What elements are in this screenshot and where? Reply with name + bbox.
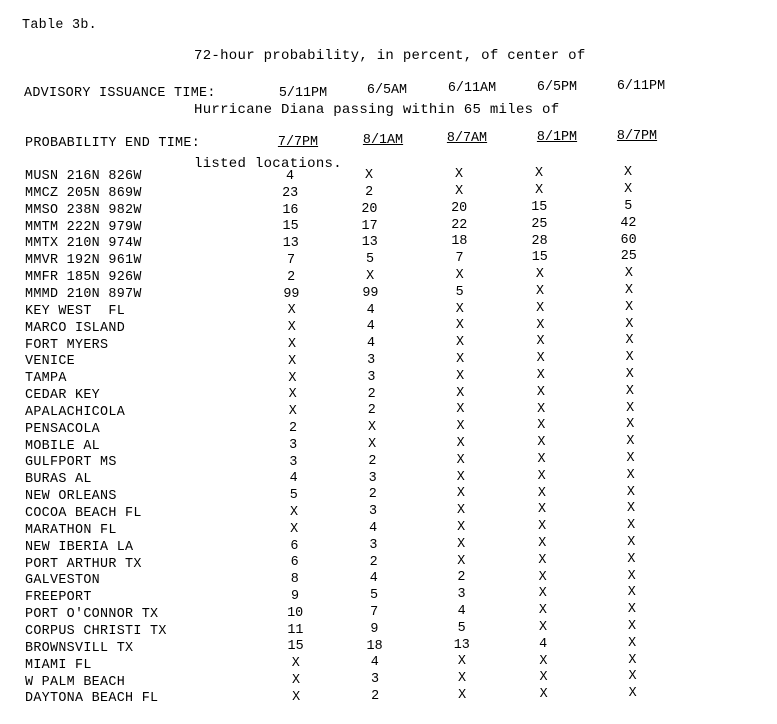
location-label: MMSO 238N 982W: [25, 202, 142, 218]
probability-cell: 2: [369, 554, 378, 570]
table-caption: Table 3b.: [22, 18, 98, 33]
probability-cell: X: [292, 689, 301, 705]
probability-cell: X: [457, 654, 466, 670]
probability-cell: X: [291, 656, 300, 672]
probability-cell: X: [539, 619, 548, 635]
advisory-time: 6/11PM: [616, 79, 666, 94]
probability-cell: X: [288, 370, 297, 386]
probability-cell: X: [287, 303, 296, 319]
title-line: 72-hour probability, in percent, of center of: [194, 48, 586, 64]
location-label: FORT MYERS: [25, 337, 109, 353]
probability-cell: X: [536, 334, 545, 350]
probability-cell: X: [456, 368, 465, 384]
probability-cell: 22: [451, 217, 468, 233]
probability-cell: X: [535, 183, 544, 199]
probability-cell: 4: [539, 636, 548, 652]
probability-cell: 3: [367, 369, 376, 385]
location-label: CORPUS CHRISTI TX: [25, 623, 167, 639]
probability-cell: 3: [368, 470, 377, 486]
probability-cell: 5: [369, 588, 379, 604]
probability-cell: 17: [361, 218, 378, 234]
probability-end-time: 8/1AM: [362, 133, 404, 148]
probability-cell: X: [624, 266, 633, 282]
probability-cell: X: [627, 602, 636, 618]
probability-cell: 2: [371, 688, 380, 704]
probability-cell: X: [628, 619, 637, 634]
probability-cell: 3: [367, 352, 376, 368]
probability-cell: X: [456, 385, 465, 401]
location-label: APALACHICOLA: [25, 404, 126, 420]
probability-cell: X: [625, 383, 634, 399]
probability-cell: X: [537, 435, 546, 451]
advisory-time: 6/5AM: [366, 83, 408, 98]
probability-cell: X: [534, 166, 544, 182]
probability-cell: X: [624, 182, 633, 198]
probability-cell: 4: [366, 336, 376, 352]
probability-cell: 11: [287, 622, 304, 638]
probability-cell: X: [455, 318, 464, 334]
probability-cell: 3: [370, 672, 380, 688]
probability-cell: X: [538, 603, 547, 619]
location-label: KEY WEST FL: [25, 303, 126, 319]
probability-cell: 4: [366, 319, 375, 335]
probability-cell: X: [625, 316, 634, 332]
location-label: NEW ORLEANS: [25, 489, 117, 505]
probability-cell: 2: [288, 421, 298, 436]
probability-end-time: 8/7PM: [616, 129, 658, 144]
probability-cell: X: [627, 535, 636, 550]
probability-cell: X: [455, 335, 465, 351]
location-label: MUSN 216N 826W: [25, 169, 142, 184]
probability-cell: 13: [361, 235, 378, 251]
probability-cell: 23: [282, 185, 299, 201]
probability-cell: 60: [620, 232, 637, 248]
probability-cell: X: [537, 451, 546, 467]
probability-cell: X: [455, 301, 464, 317]
location-label: MMFR 185N 926W: [25, 270, 142, 286]
probability-cell: X: [536, 300, 545, 316]
location-label: TAMPA: [25, 371, 67, 387]
location-label: DAYTONA BEACH FL: [25, 691, 159, 707]
probability-cell: 4: [369, 520, 378, 536]
probability-cell: X: [368, 436, 377, 452]
probability-cell: 7: [455, 251, 464, 267]
probability-cell: X: [456, 452, 465, 468]
probability-cell: 5: [624, 199, 633, 214]
probability-end-time: 8/1PM: [536, 130, 578, 145]
probability-cell: X: [628, 686, 637, 702]
probability-cell: 42: [620, 215, 637, 231]
probability-end-time: 7/7PM: [277, 135, 319, 150]
probability-cell: X: [539, 653, 548, 669]
probability-cell: X: [535, 267, 544, 283]
probability-cell: 3: [289, 437, 298, 453]
probability-cell: X: [628, 669, 637, 685]
probability-cell: 15: [282, 219, 299, 235]
probability-cell: X: [625, 299, 634, 315]
location-label: MMVR 192N 961W: [25, 253, 142, 269]
probability-cell: X: [537, 401, 546, 417]
probability-cell: X: [538, 552, 547, 568]
probability-cell: X: [455, 268, 464, 283]
probability-cell: 18: [451, 234, 468, 250]
location-label: GALVESTON: [25, 573, 101, 589]
location-label: MMCZ 205N 869W: [25, 185, 142, 201]
probability-cell: X: [536, 317, 545, 333]
probability-cell: 5: [289, 488, 298, 504]
probability-cell: 7: [370, 604, 379, 620]
probability-cell: X: [626, 467, 635, 483]
probability-cell: 99: [362, 285, 379, 301]
location-label: PENSACOLA: [25, 421, 101, 437]
probability-cell: 25: [531, 216, 548, 232]
probability-cell: 3: [368, 504, 378, 520]
probability-cell: 15: [531, 199, 548, 215]
probability-cell: X: [537, 502, 547, 518]
probability-cell: X: [287, 320, 296, 336]
probability-cell: X: [536, 283, 545, 299]
advisory-time: 5/11PM: [278, 86, 328, 101]
probability-cell: 16: [282, 202, 299, 218]
probability-cell: X: [454, 167, 464, 183]
location-label: MARCO ISLAND: [25, 320, 126, 336]
probability-cell: X: [627, 518, 636, 534]
probability-cell: X: [626, 501, 636, 517]
probability-cell: X: [626, 451, 635, 466]
probability-cell: 13: [282, 236, 299, 252]
location-label: MMTX 210N 974W: [25, 236, 142, 252]
probability-cell: 13: [453, 637, 470, 653]
location-label: FREEPORT: [25, 590, 92, 606]
location-label: BROWNSVILL TX: [25, 640, 134, 656]
probability-cell: 2: [368, 453, 377, 469]
location-label: COCOA BEACH FL: [25, 506, 142, 521]
probability-cell: X: [457, 520, 466, 535]
location-label: VENICE: [25, 354, 76, 370]
probability-cell: X: [291, 673, 301, 688]
probability-cell: 2: [367, 386, 376, 402]
location-label: BURAS AL: [25, 472, 92, 488]
location-label: PORT ARTHUR TX: [25, 556, 142, 572]
probability-cell: X: [456, 419, 465, 435]
probability-cell: X: [625, 367, 634, 382]
advisory-time: 6/11AM: [447, 81, 497, 96]
probability-cell: X: [627, 551, 636, 567]
location-label: W PALM BEACH: [25, 674, 126, 690]
probability-cell: 20: [451, 200, 468, 216]
probability-cell: X: [539, 670, 548, 686]
probability-cell: X: [456, 436, 465, 451]
probability-cell: X: [625, 283, 634, 298]
probability-cell: 99: [283, 286, 300, 302]
probability-end-time: 8/7AM: [446, 131, 488, 146]
advisory-time: 6/5PM: [536, 80, 578, 95]
probability-cell: X: [628, 635, 637, 651]
probability-cell: X: [627, 568, 636, 584]
probability-cell: X: [538, 586, 547, 602]
probability-cell: 3: [369, 537, 378, 553]
probability-cell: X: [455, 184, 464, 199]
probability-cell: 25: [620, 249, 637, 265]
probability-cell: X: [288, 404, 297, 420]
probability-cell: X: [626, 484, 635, 500]
location-label: MOBILE AL: [25, 438, 101, 454]
location-label: CEDAR KEY: [25, 388, 101, 404]
probability-cell: 3: [289, 454, 298, 470]
probability-cell: 18: [366, 638, 383, 654]
probability-cell: X: [456, 469, 465, 485]
probability-cell: X: [287, 337, 297, 352]
probability-cell: 6: [290, 538, 299, 554]
probability-cell: 4: [366, 302, 375, 318]
advisory-issuance-label: ADVISORY ISSUANCE TIME:: [24, 86, 216, 101]
location-label: MMTM 222N 979W: [25, 219, 142, 235]
probability-cell: 5: [455, 284, 464, 300]
probability-cell: 2: [365, 184, 374, 200]
probability-cell: 15: [531, 250, 548, 266]
probability-cell: 4: [285, 169, 295, 184]
probability-cell: 2: [287, 269, 296, 285]
location-label: MIAMI FL: [25, 657, 92, 673]
location-label: GULFPORT MS: [25, 455, 117, 471]
probability-cell: X: [536, 367, 545, 383]
probability-cell: 8: [290, 572, 299, 588]
probability-cell: X: [625, 333, 634, 349]
probability-cell: 4: [289, 471, 298, 487]
probability-cell: X: [626, 400, 635, 416]
probability-cell: 2: [368, 487, 377, 503]
probability-cell: 5: [457, 620, 466, 636]
probability-cell: X: [626, 434, 635, 450]
probability-cell: X: [289, 505, 299, 520]
probability-cell: 10: [287, 605, 304, 621]
probability-cell: X: [537, 468, 546, 484]
probability-cell: X: [457, 536, 466, 552]
probability-cell: X: [536, 384, 545, 400]
probability-cell: 6: [290, 555, 299, 571]
probability-cell: X: [627, 585, 636, 601]
probability-cell: X: [366, 268, 375, 284]
probability-cell: X: [458, 688, 467, 703]
probability-cell: X: [538, 535, 547, 551]
probability-cell: X: [537, 485, 546, 501]
probability-cell: X: [628, 652, 637, 668]
location-label: MARATHON FL: [25, 522, 117, 538]
location-label: MMMD 210N 897W: [25, 286, 142, 302]
table-title: [194, 11, 586, 191]
probability-cell: X: [457, 671, 467, 687]
probability-cell: X: [456, 503, 466, 519]
probability-cell: X: [367, 420, 377, 436]
probability-cell: X: [537, 418, 546, 434]
probability-cell: X: [536, 351, 545, 367]
probability-cell: 9: [290, 589, 300, 604]
probability-cell: X: [623, 165, 633, 181]
probability-cell: 2: [457, 570, 466, 586]
probability-cell: X: [539, 687, 548, 703]
probability-cell: X: [456, 402, 465, 418]
probability-cell: X: [538, 519, 547, 535]
probability-cell: 2: [367, 403, 376, 419]
probability-cell: X: [456, 486, 465, 502]
probability-cell: X: [538, 569, 547, 585]
probability-cell: X: [626, 417, 635, 433]
probability-cell: X: [456, 352, 465, 367]
probability-cell: X: [625, 350, 634, 366]
title-line: Hurricane Diana passing within 65 miles of: [194, 102, 560, 118]
probability-cell: 4: [457, 604, 466, 619]
probability-cell: X: [290, 521, 299, 537]
probability-cell: X: [288, 387, 297, 403]
probability-cell: 3: [457, 587, 466, 603]
probability-cell: 7: [286, 253, 296, 268]
probability-cell: 9: [370, 621, 379, 637]
probability-cell: 5: [365, 252, 375, 268]
probability-end-label: PROBABILITY END TIME:: [25, 136, 201, 151]
location-label: NEW IBERIA LA: [25, 539, 134, 555]
probability-cell: 4: [370, 655, 379, 671]
probability-cell: X: [457, 553, 466, 569]
probability-cell: 28: [531, 233, 548, 249]
location-label: PORT O'CONNOR TX: [25, 607, 159, 623]
probability-cell: 20: [361, 201, 378, 217]
probability-cell: X: [364, 168, 374, 184]
probability-cell: 15: [287, 639, 304, 655]
probability-cell: X: [288, 353, 297, 369]
probability-cell: 4: [369, 571, 378, 587]
title-line: listed locations.: [194, 156, 342, 172]
